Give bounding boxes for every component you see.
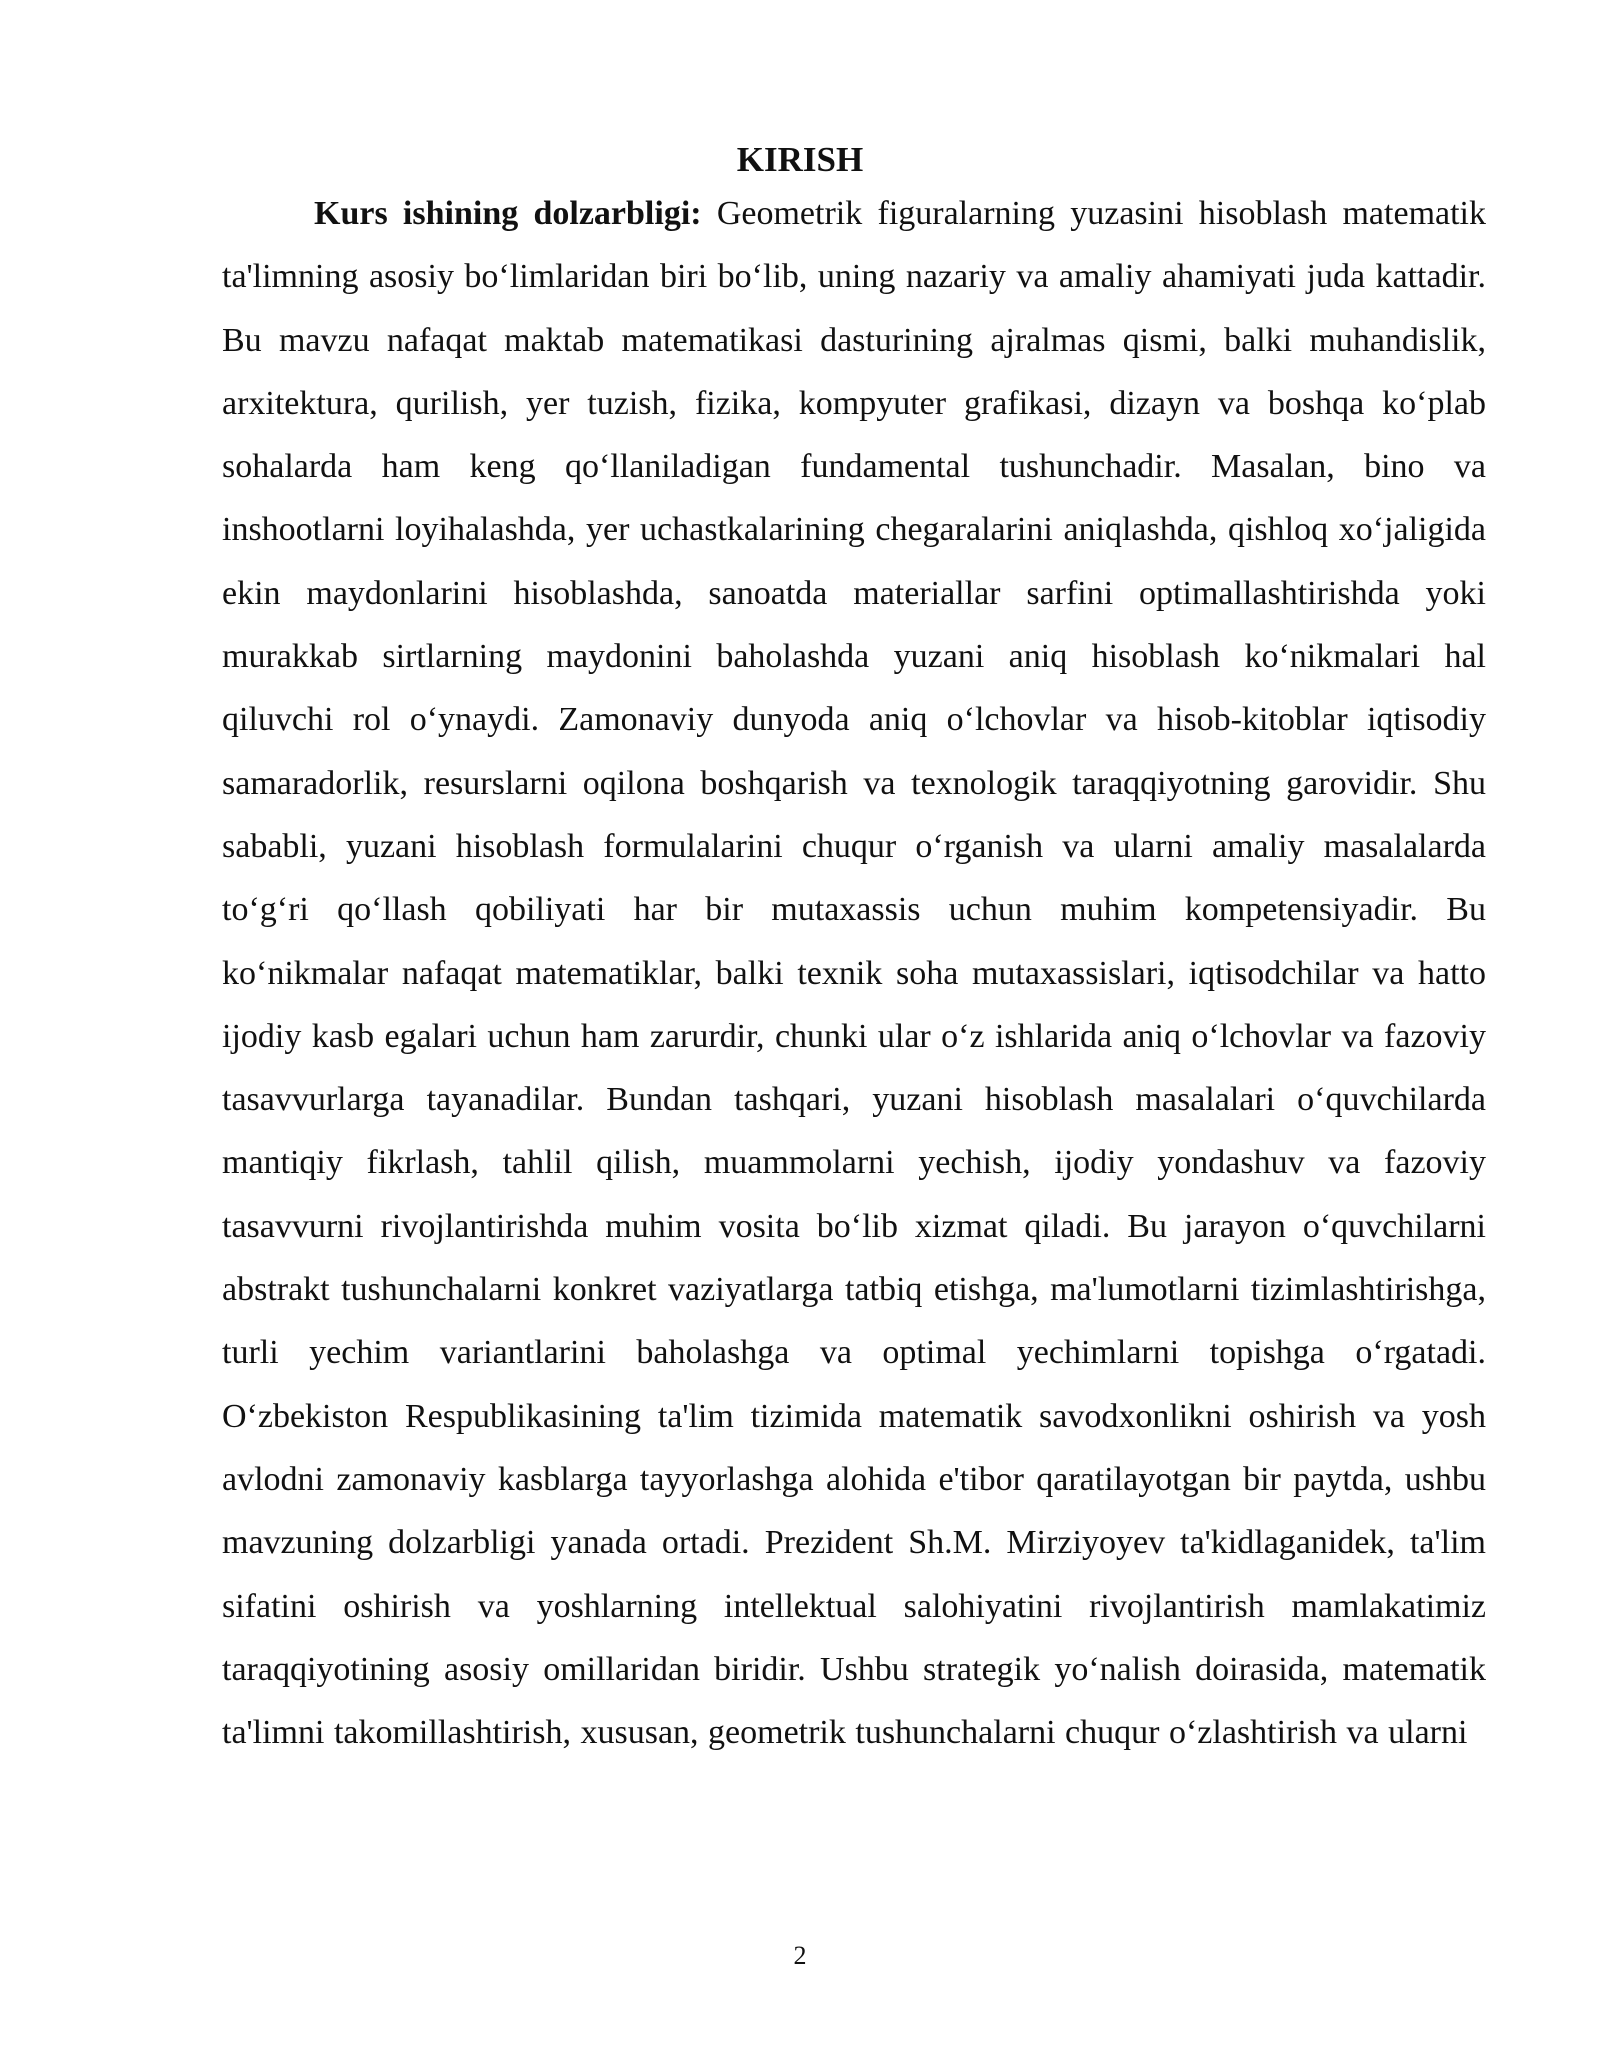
paragraph-text: Geometrik figuralarning yuzasini hisoblash matematik ta'limning asosiy bo‘limlaridan biri bo‘lib, uning nazariy va amaliy ahamiyati juda kattadir. Bu mavzu nafaqat maktab matematikasi dasturining ajralmas qismi, balki muhandislik, arxitektura, qurilish, yer tuzish, fizika, kompyuter grafikasi, dizayn va boshqa ko‘plab sohalarda ham keng qo‘llaniladigan fundamental tushunchadir. Masalan, bino va inshootlarni loyihalashda, yer uchastkalarining chegaralarini aniqlashda, qishloq xo‘jaligida ekin maydonlarini hisoblashda, sanoatda materiallar sarfini optimallashtirishda yoki murakkab sirtlarning maydonini baholashda yuzani aniq hisoblash ko‘nikmalari hal qiluvchi rol o‘ynaydi. Zamonaviy dunyoda aniq o‘lchovlar va hisob-kitoblar iqtisodiy samaradorlik, resurslarni oqilona boshqarish va texnologik taraqqiyotning garovidir. Shu sababli, yuzani hisoblash formulalarini chuqur o‘rganish va ularni amaliy masalalarda to‘g‘ri qo‘llash qobiliyati har bir mutaxassis uchun muhim kompetensiyadir. Bu ko‘nikmalar nafaqat matematiklar, balki texnik soha mutaxassislari, iqtisodchilar va hatto ijodiy kasb egalari uchun ham zarurdir, chunki ular o‘z ishlarida aniq o‘lchovlar va fazoviy tasavvurlarga tayanadilar. Bundan tashqari, yuzani hisoblash masalalari o‘quvchilarda mantiqiy fikrlash, tahlil qilish, muammolarni yechish, ijodiy yondashuv va fazoviy tasavvurni rivojlantirishda muhim vosita bo‘lib xizmat qiladi. Bu jarayon o‘quvchilarni abstrakt tushunchalarni konkret vaziyatlarga tatbiq etishga, ma'lumotlarni tizimlashtirishga, turli yechim variantlarini baholashga va optimal yechimlarni topishga o‘rgatadi. O‘zbekiston Respublikasining ta'lim tizimida matematik savodxonlikni oshirish va yosh avlodni zamonaviy kasblarga tayyorlashga alohida e'tibor qaratilayotgan bir paytda, ushbu mavzuning dolzarbligi yanada ortadi. Prezident Sh.M. Mirziyoyev ta'kidlaganidek, ta'lim sifatini oshirish va yoshlarning intellektual salohiyatini rivojlantirish mamlakatimiz taraqqiyotining asosiy omillaridan biridir. Ushbu strategik yo‘nalish doirasida, matematik ta'limni takomillashtirish, xususan, geometrik tushunchalarni chuqur o‘zlashtirish va ularni bbox=[222, 195, 1486, 1752]
body-paragraph bbox=[222, 182, 1486, 1764]
section-lead: Kurs ishining dolzarbligi: bbox=[314, 195, 702, 232]
section-title: KIRISH bbox=[736, 140, 864, 179]
page-number: 2 bbox=[793, 1941, 807, 1970]
